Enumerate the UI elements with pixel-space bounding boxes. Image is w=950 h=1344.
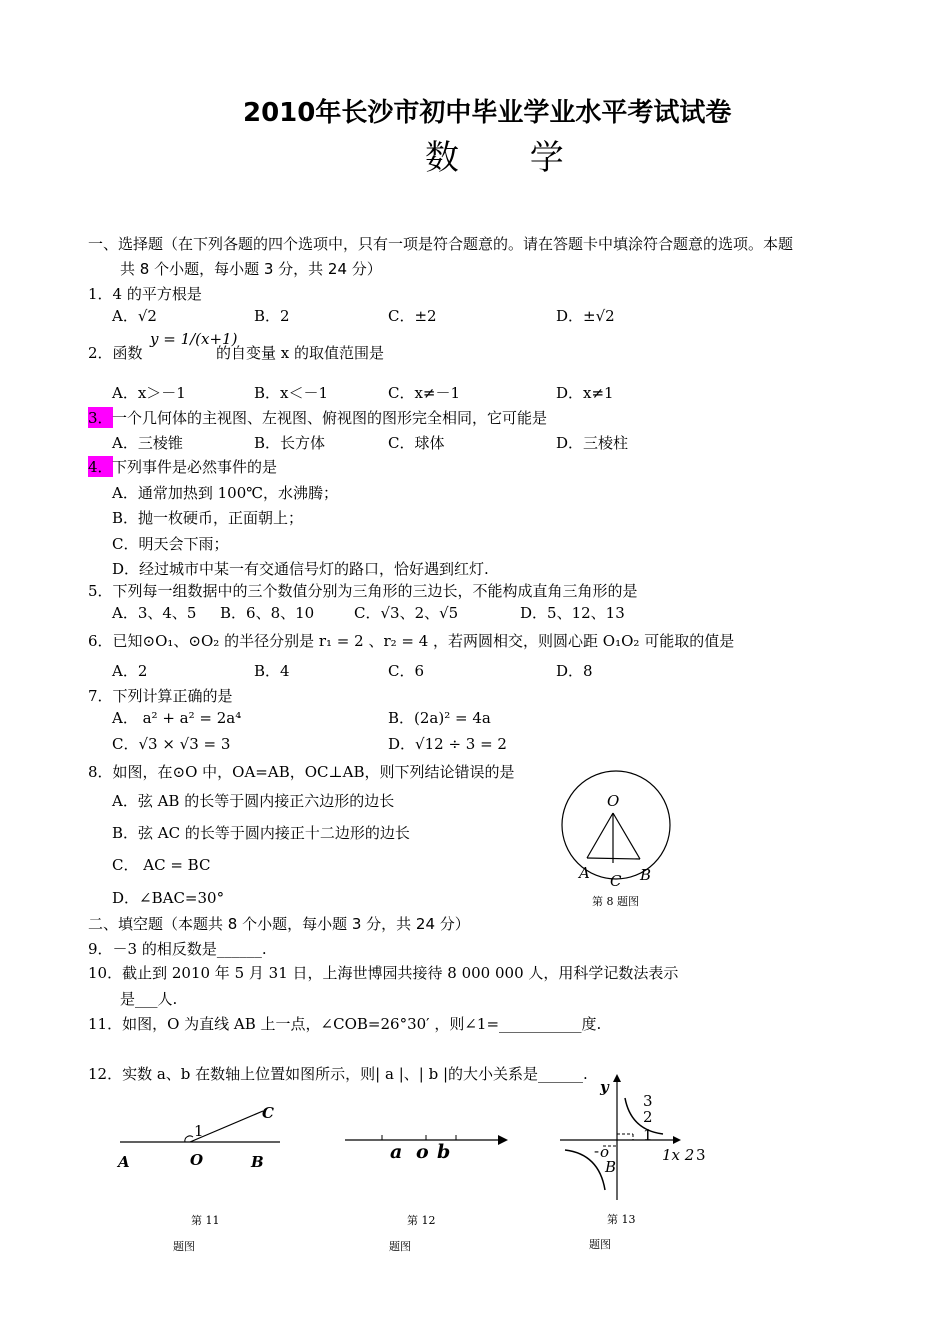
- fig11-label-b: B: [251, 1153, 264, 1171]
- q3-stem: 一个几何体的主视图、左视图、俯视图的图形完全相同，它可能是: [112, 409, 548, 427]
- q3-number: 3．: [88, 409, 113, 427]
- section1-heading-cont: 共 8 个小题，每小题 3 分，共 24 分）: [120, 260, 382, 278]
- q1-option-b: B．2: [254, 307, 290, 325]
- q7-option-d: D．√12 ÷ 3 = 2: [388, 735, 507, 753]
- q4-option-d: D．经过城市中某一有交通信号灯的路口，恰好遇到红灯.: [112, 560, 489, 578]
- q1-option-a: A．√2: [112, 307, 157, 325]
- q7-option-c: C．√3 × √3 = 3: [112, 735, 231, 753]
- q5-option-c: C．√3、2、√5: [354, 604, 459, 622]
- q4-number: 4．: [88, 458, 113, 476]
- fig13-caption-cont: 题图: [589, 1238, 611, 1251]
- q2-option-a: A．x＞－1: [112, 384, 186, 402]
- q4-option-a: A．通常加热到 100℃，水沸腾；: [112, 484, 339, 502]
- fig13-label-y: y: [600, 1078, 609, 1096]
- q8-option-a: A．弦 AB 的长等于圆内接正六边形的边长: [112, 792, 395, 810]
- q1-option-c: C．±2: [388, 307, 437, 325]
- fig11-label-o: O: [190, 1151, 204, 1169]
- fig12-label-b: b: [437, 1141, 451, 1163]
- fig12-caption: 第 12: [407, 1214, 436, 1227]
- q9-text: 9．－3 的相反数是______.: [88, 940, 267, 958]
- q3-option-a: A．三棱锥: [112, 434, 183, 452]
- fig8-label-a: A: [579, 864, 590, 882]
- q2-option-d: D．x≠1: [556, 384, 614, 402]
- q4-option-c: C．明天会下雨；: [112, 535, 229, 553]
- fig13-label-b: B: [605, 1158, 617, 1176]
- q5-option-a: A．3、4、5: [112, 604, 197, 622]
- fig13-label-x: 1x 2: [662, 1146, 695, 1164]
- subject-title: 数 学: [425, 138, 594, 178]
- fig11-label-a: A: [118, 1153, 130, 1171]
- fig8-label-o: O: [607, 792, 620, 810]
- fig13-label-3: 3: [643, 1092, 653, 1110]
- q8-option-d: D．∠BAC=30°: [112, 889, 225, 907]
- fig11-label-1: 1: [194, 1122, 204, 1140]
- q4-stem: 下列事件是必然事件的是: [112, 458, 278, 476]
- q8-stem: 8．如图，在⊙O 中，OA=AB，OC⊥AB，则下列结论错误的是: [88, 763, 515, 781]
- q6-stem: 6．已知⊙O₁、⊙O₂ 的半径分别是 r₁ = 2 、r₂ = 4 ，若两圆相交，则圆心距 O₁O₂ 可能取的值是: [88, 632, 735, 650]
- q6-option-c: C．6: [388, 662, 425, 680]
- q1-option-d: D．±√2: [556, 307, 615, 325]
- q3-option-c: C．球体: [388, 434, 445, 452]
- fig11-label-c: C: [262, 1104, 274, 1122]
- q2-formula: y = 1/(x+1): [150, 330, 238, 348]
- fig13-label-x3: 3: [696, 1146, 706, 1164]
- fig8-label-c: C: [610, 872, 622, 890]
- fig8-label-b: B: [640, 866, 652, 884]
- fig12-label-o: o: [416, 1141, 429, 1163]
- q3-option-b: B．长方体: [254, 434, 326, 452]
- fig13-label-neg: -: [594, 1142, 600, 1160]
- fig12-caption-cont: 题图: [389, 1240, 411, 1253]
- q6-option-d: D．8: [556, 662, 593, 680]
- figure-13-hyperbola: [555, 1070, 690, 1205]
- fig8-caption: 第 8 题图: [592, 895, 639, 908]
- q10-text: 10．截止到 2010 年 5 月 31 日，上海世博园共接待 8 000 000 人，用科学记数法表示: [88, 964, 679, 982]
- q2-option-b: B．x＜－1: [254, 384, 329, 402]
- q8-option-b: B．弦 AC 的长等于圆内接正十二边形的边长: [112, 824, 410, 842]
- fig13-label-1: 1: [643, 1126, 653, 1144]
- q7-option-b: B．(2a)² = 4a: [388, 709, 491, 727]
- q8-option-c: C． AC = BC: [112, 856, 211, 874]
- q2-stem-pre: 2．函数: [88, 344, 143, 362]
- q7-stem: 7．下列计算正确的是: [88, 687, 233, 705]
- fig13-label-o: o: [600, 1143, 610, 1161]
- q1-stem: 1．4 的平方根是: [88, 285, 202, 303]
- section1-heading: 一、选择题（在下列各题的四个选项中，只有一项是符合题意的。请在答题卡中填涂符合题意的选项。本题: [88, 235, 794, 253]
- fig13-caption: 第 13: [607, 1213, 636, 1226]
- fig11-caption-cont: 题图: [173, 1240, 195, 1253]
- q3-option-d: D．三棱柱: [556, 434, 629, 452]
- q5-stem: 5．下列每一组数据中的三个数值分别为三角形的三边长，不能构成直角三角形的是: [88, 582, 638, 600]
- fig13-label-2: 2: [643, 1108, 653, 1126]
- q11-text: 11．如图，O 为直线 AB 上一点，∠COB=26°30′ ，则∠1=___________度.: [88, 1015, 602, 1033]
- q6-option-a: A．2: [112, 662, 148, 680]
- q5-option-d: D．5、12、13: [520, 604, 625, 622]
- fig12-label-a: a: [390, 1141, 403, 1163]
- q7-option-a: A． a² + a² = 2a⁴: [112, 709, 242, 727]
- q2-stem-post: 的自变量 x 的取值范围是: [216, 344, 384, 362]
- section2-heading: 二、填空题（本题共 8 个小题，每小题 3 分，共 24 分）: [88, 915, 470, 933]
- exam-title: 2010年长沙市初中毕业学业水平考试试卷: [243, 98, 732, 128]
- q10-text-cont: 是___人.: [120, 990, 178, 1008]
- fig11-caption: 第 11: [191, 1214, 220, 1227]
- q4-option-b: B．抛一枚硬币，正面朝上；: [112, 509, 304, 527]
- q6-option-b: B．4: [254, 662, 290, 680]
- q5-option-b: B．6、8、10: [220, 604, 315, 622]
- q12-text: 12．实数 a、b 在数轴上位置如图所示，则| a |、| b |的大小关系是______.: [88, 1065, 588, 1083]
- q2-option-c: C．x≠－1: [388, 384, 461, 402]
